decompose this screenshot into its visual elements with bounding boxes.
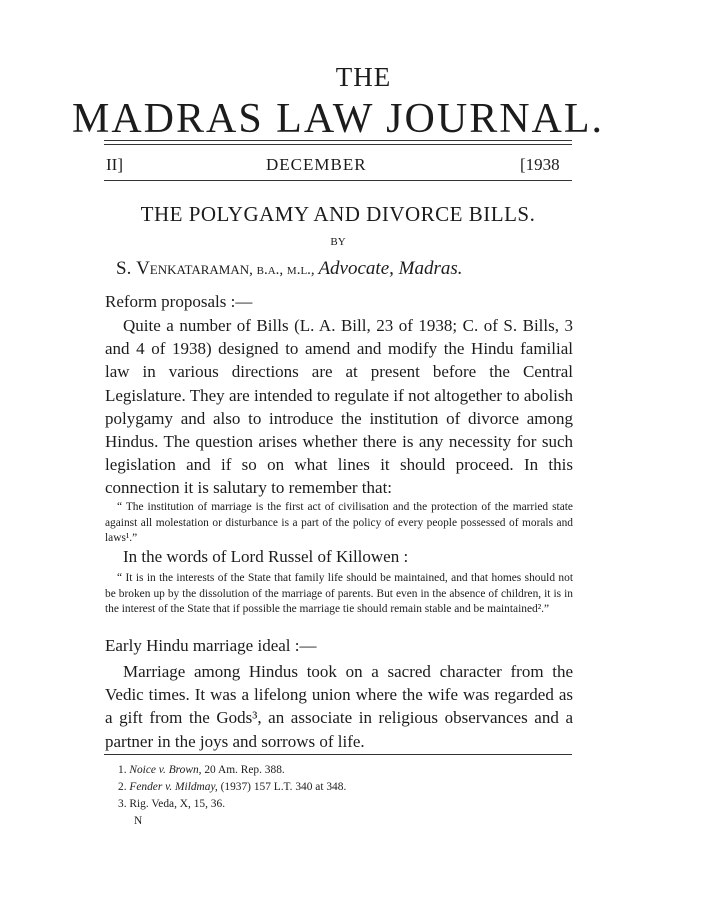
section-heading-reform: Reform proposals :—	[105, 292, 253, 311]
issue-year: [1938	[520, 155, 560, 174]
paragraph-marriage	[105, 660, 573, 753]
signature-mark: N	[134, 815, 143, 827]
author-degrees: , b.a., m.l.,	[249, 262, 319, 278]
masthead-rule-top	[104, 140, 572, 141]
article-title: THE POLYGAMY AND DIVORCE BILLS.	[140, 202, 536, 226]
footnote-rule	[104, 754, 572, 755]
author-surname: Venkataraman	[136, 258, 250, 279]
footnote-item: 2. Fender v. Mildmay, (1937) 157 L.T. 340 at 348.	[118, 781, 347, 793]
header-rule	[104, 180, 572, 181]
paragraph-text: Marriage among Hindus took on a sacred character from the Vedic times. It was a lifelong union where the wife was regarded as a gift from the Gods³, an associate in religious observances and a partner in the joys and sorrows of life.	[105, 662, 573, 751]
author-role: Advocate, Madras.	[318, 258, 463, 279]
footnotes	[118, 762, 346, 830]
masthead-rule-top-inner	[104, 144, 572, 145]
quotation-text: “ It is in the interests of the State that family life should be maintained, and that homes should not be broken up by the dissolution of the marriage of parents. But even in the absence of children, it is in the interest of the State that if possible the marriage tie should remain stable and be maintained².”	[105, 572, 573, 615]
author-initial: S.	[116, 258, 137, 279]
footnote-item: 3. Rig. Veda, X, 15, 36.	[118, 798, 226, 810]
paragraph-reform	[105, 314, 573, 500]
section-heading-early: Early Hindu marriage ideal :—	[105, 636, 317, 655]
article-author	[116, 258, 463, 280]
issue-month: DECEMBER	[266, 155, 367, 174]
journal-title: MADRAS LAW JOURNAL.	[71, 96, 605, 142]
masthead-the: THE	[335, 62, 392, 92]
footnote-item: 1. Noice v. Brown, 20 Am. Rep. 388.	[118, 764, 285, 776]
quotation-2	[105, 571, 573, 618]
quotation-text: “ The institution of marriage is the first act of civilisation and the protection of the married state against all molestation or disturbance is a part of the policy of every people possessed of morals and laws¹.”	[105, 501, 573, 544]
volume-part: II]	[106, 155, 123, 174]
quotation-1	[105, 500, 573, 547]
paragraph-text: In the words of Lord Russel of Killowen :	[123, 547, 409, 566]
paragraph-russel	[105, 545, 573, 568]
paragraph-text: Quite a number of Bills (L. A. Bill, 23 of 1938; C. of S. Bills, 3 and 4 of 1938) designed to amend and modify the Hindu familial law in various directions are at present before the Central Legislature. They are intended to regulate if not altogether to abolish polygamy and also to introduce the institution of divorce among Hindus. The question arises whether there is any necessity for such legislation and if so on what lines it should proceed. In this connection it is salutary to remember that:	[105, 316, 573, 498]
article-by: BY	[330, 236, 346, 248]
